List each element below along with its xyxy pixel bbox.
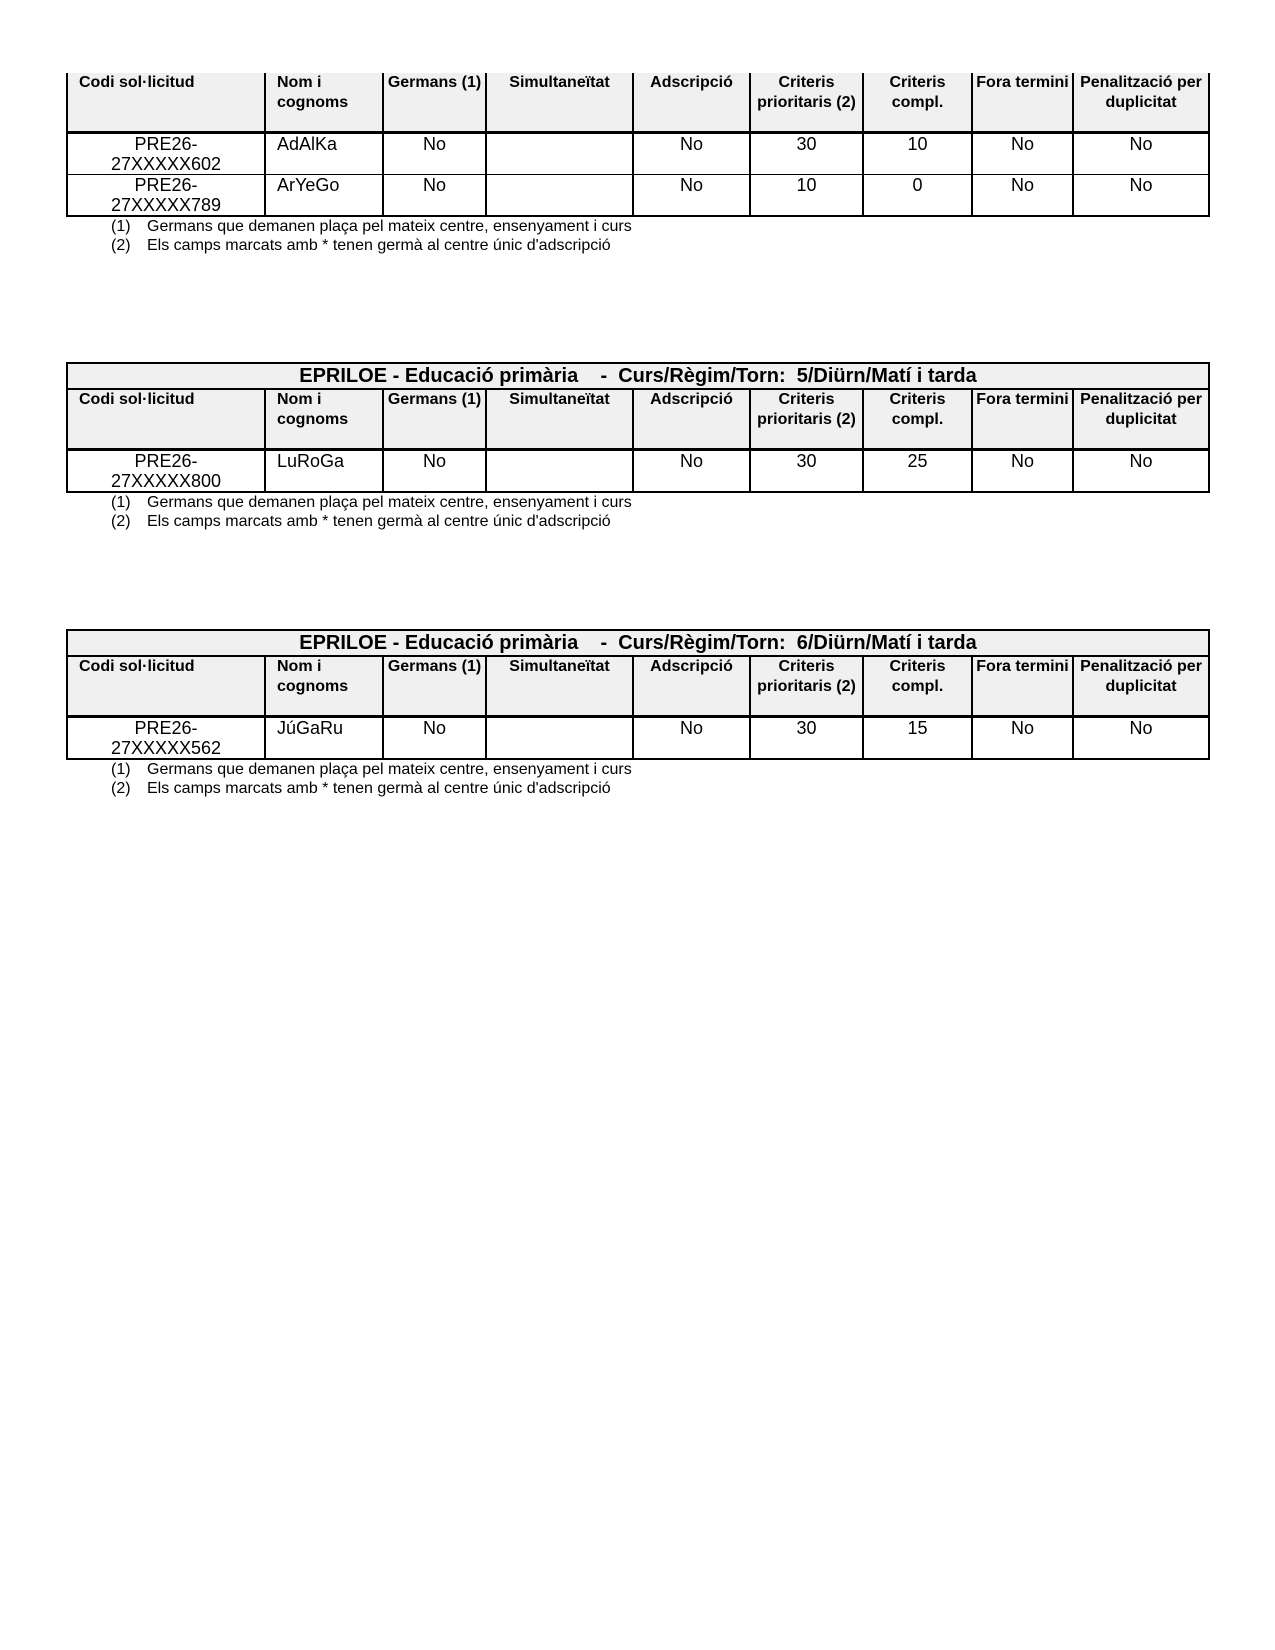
table-section-3 xyxy=(66,629,1208,798)
footnotes xyxy=(66,760,1208,798)
table-row xyxy=(67,450,1209,493)
footnote-number: (2) xyxy=(111,513,131,530)
footnote-text: Els camps marcats amb * tenen germà al centre únic d'adscripció xyxy=(147,780,611,797)
cell-codi xyxy=(67,175,265,217)
cell-penalitzacio: No xyxy=(1073,450,1209,493)
header-criteris-compl: Criteris compl. xyxy=(863,389,972,450)
admissions-table xyxy=(66,73,1210,217)
admissions-table xyxy=(66,362,1210,493)
footnotes xyxy=(66,493,1208,531)
cell-adscripcio: No xyxy=(633,175,750,217)
footnote-text: Els camps marcats amb * tenen germà al centre únic d'adscripció xyxy=(147,237,611,254)
table-title-row xyxy=(67,630,1209,656)
cell-criteris-compl: 10 xyxy=(863,133,972,175)
header-germans: Germans (1) xyxy=(383,73,486,133)
cell-fora-termini: No xyxy=(972,717,1073,760)
table-header-row xyxy=(67,73,1209,133)
footnote-2 xyxy=(66,512,1208,531)
header-penalitzacio: Penalització per duplicitat xyxy=(1073,73,1209,133)
cell-penalitzacio: No xyxy=(1073,175,1209,217)
table-section-2 xyxy=(66,362,1208,531)
cell-codi xyxy=(67,133,265,175)
header-nom: Nom i cognoms xyxy=(265,389,383,450)
footnote-1 xyxy=(66,217,1208,236)
codi-part-1: PRE26- xyxy=(134,451,198,471)
cell-adscripcio: No xyxy=(633,717,750,760)
cell-criteris-prioritaris: 30 xyxy=(750,133,863,175)
header-criteris-compl: Criteris compl. xyxy=(863,73,972,133)
cell-germans: No xyxy=(383,717,486,760)
codi-part-1: PRE26- xyxy=(134,718,198,738)
cell-nom: LuRoGa xyxy=(265,450,383,493)
cell-criteris-prioritaris: 30 xyxy=(750,717,863,760)
codi-part-2: 27XXXXX602 xyxy=(110,154,222,174)
cell-fora-termini: No xyxy=(972,133,1073,175)
header-criteris-prioritaris: Criteris prioritaris (2) xyxy=(750,656,863,717)
footnote-number: (1) xyxy=(111,494,131,511)
header-nom: Nom i cognoms xyxy=(265,656,383,717)
footnote-2 xyxy=(66,236,1208,255)
cell-fora-termini: No xyxy=(972,175,1073,217)
footnote-text: Germans que demanen plaça pel mateix centre, ensenyament i curs xyxy=(147,494,632,511)
cell-criteris-prioritaris: 10 xyxy=(750,175,863,217)
cell-simultaneitat xyxy=(486,133,633,175)
header-criteris-prioritaris: Criteris prioritaris (2) xyxy=(750,389,863,450)
header-simultaneitat: Simultaneïtat xyxy=(486,73,633,133)
admissions-table xyxy=(66,629,1210,760)
cell-germans: No xyxy=(383,450,486,493)
header-fora-termini: Fora termini xyxy=(972,73,1073,133)
footnote-number: (1) xyxy=(111,218,131,235)
cell-criteris-compl: 25 xyxy=(863,450,972,493)
footnote-text: Germans que demanen plaça pel mateix centre, ensenyament i curs xyxy=(147,218,632,235)
footnote-number: (2) xyxy=(111,780,131,797)
footnote-text: Germans que demanen plaça pel mateix centre, ensenyament i curs xyxy=(147,761,632,778)
header-fora-termini: Fora termini xyxy=(972,389,1073,450)
cell-adscripcio: No xyxy=(633,133,750,175)
cell-simultaneitat xyxy=(486,175,633,217)
header-adscripcio: Adscripció xyxy=(633,73,750,133)
cell-penalitzacio: No xyxy=(1073,717,1209,760)
header-codi: Codi sol·licitud xyxy=(67,73,265,133)
cell-criteris-prioritaris: 30 xyxy=(750,450,863,493)
footnote-1 xyxy=(66,493,1208,512)
table-header-row xyxy=(67,656,1209,717)
header-germans: Germans (1) xyxy=(383,389,486,450)
cell-codi xyxy=(67,450,265,493)
header-codi: Codi sol·licitud xyxy=(67,389,265,450)
cell-germans: No xyxy=(383,133,486,175)
table-row xyxy=(67,717,1209,760)
header-adscripcio: Adscripció xyxy=(633,656,750,717)
cell-criteris-compl: 0 xyxy=(863,175,972,217)
footnote-text: Els camps marcats amb * tenen germà al centre únic d'adscripció xyxy=(147,513,611,530)
header-germans: Germans (1) xyxy=(383,656,486,717)
codi-part-2: 27XXXXX562 xyxy=(110,738,222,758)
header-nom: Nom i cognoms xyxy=(265,73,383,133)
header-penalitzacio: Penalització per duplicitat xyxy=(1073,656,1209,717)
codi-part-1: PRE26- xyxy=(134,175,198,195)
table-row xyxy=(67,133,1209,175)
cell-nom: AdAlKa xyxy=(265,133,383,175)
cell-criteris-compl: 15 xyxy=(863,717,972,760)
cell-nom: ArYeGo xyxy=(265,175,383,217)
table-section-1 xyxy=(66,73,1208,255)
footnote-number: (1) xyxy=(111,761,131,778)
cell-codi xyxy=(67,717,265,760)
footnote-1 xyxy=(66,760,1208,779)
cell-fora-termini: No xyxy=(972,450,1073,493)
header-penalitzacio: Penalització per duplicitat xyxy=(1073,389,1209,450)
header-fora-termini: Fora termini xyxy=(972,656,1073,717)
header-adscripcio: Adscripció xyxy=(633,389,750,450)
codi-part-2: 27XXXXX800 xyxy=(110,471,222,491)
cell-nom: JúGaRu xyxy=(265,717,383,760)
header-simultaneitat: Simultaneïtat xyxy=(486,656,633,717)
cell-adscripcio: No xyxy=(633,450,750,493)
table-row xyxy=(67,175,1209,217)
table-header-row xyxy=(67,389,1209,450)
section-title: EPRILOE - Educació primària - Curs/Règim/Torn: 5/Diürn/Matí i tarda xyxy=(67,363,1209,389)
cell-simultaneitat xyxy=(486,450,633,493)
section-title: EPRILOE - Educació primària - Curs/Règim/Torn: 6/Diürn/Matí i tarda xyxy=(67,630,1209,656)
footnotes xyxy=(66,217,1208,255)
header-simultaneitat: Simultaneïtat xyxy=(486,389,633,450)
codi-part-1: PRE26- xyxy=(134,134,198,154)
cell-penalitzacio: No xyxy=(1073,133,1209,175)
header-codi: Codi sol·licitud xyxy=(67,656,265,717)
cell-simultaneitat xyxy=(486,717,633,760)
codi-part-2: 27XXXXX789 xyxy=(110,195,222,215)
header-criteris-prioritaris: Criteris prioritaris (2) xyxy=(750,73,863,133)
header-criteris-compl: Criteris compl. xyxy=(863,656,972,717)
table-title-row xyxy=(67,363,1209,389)
footnote-2 xyxy=(66,779,1208,798)
footnote-number: (2) xyxy=(111,237,131,254)
cell-germans: No xyxy=(383,175,486,217)
